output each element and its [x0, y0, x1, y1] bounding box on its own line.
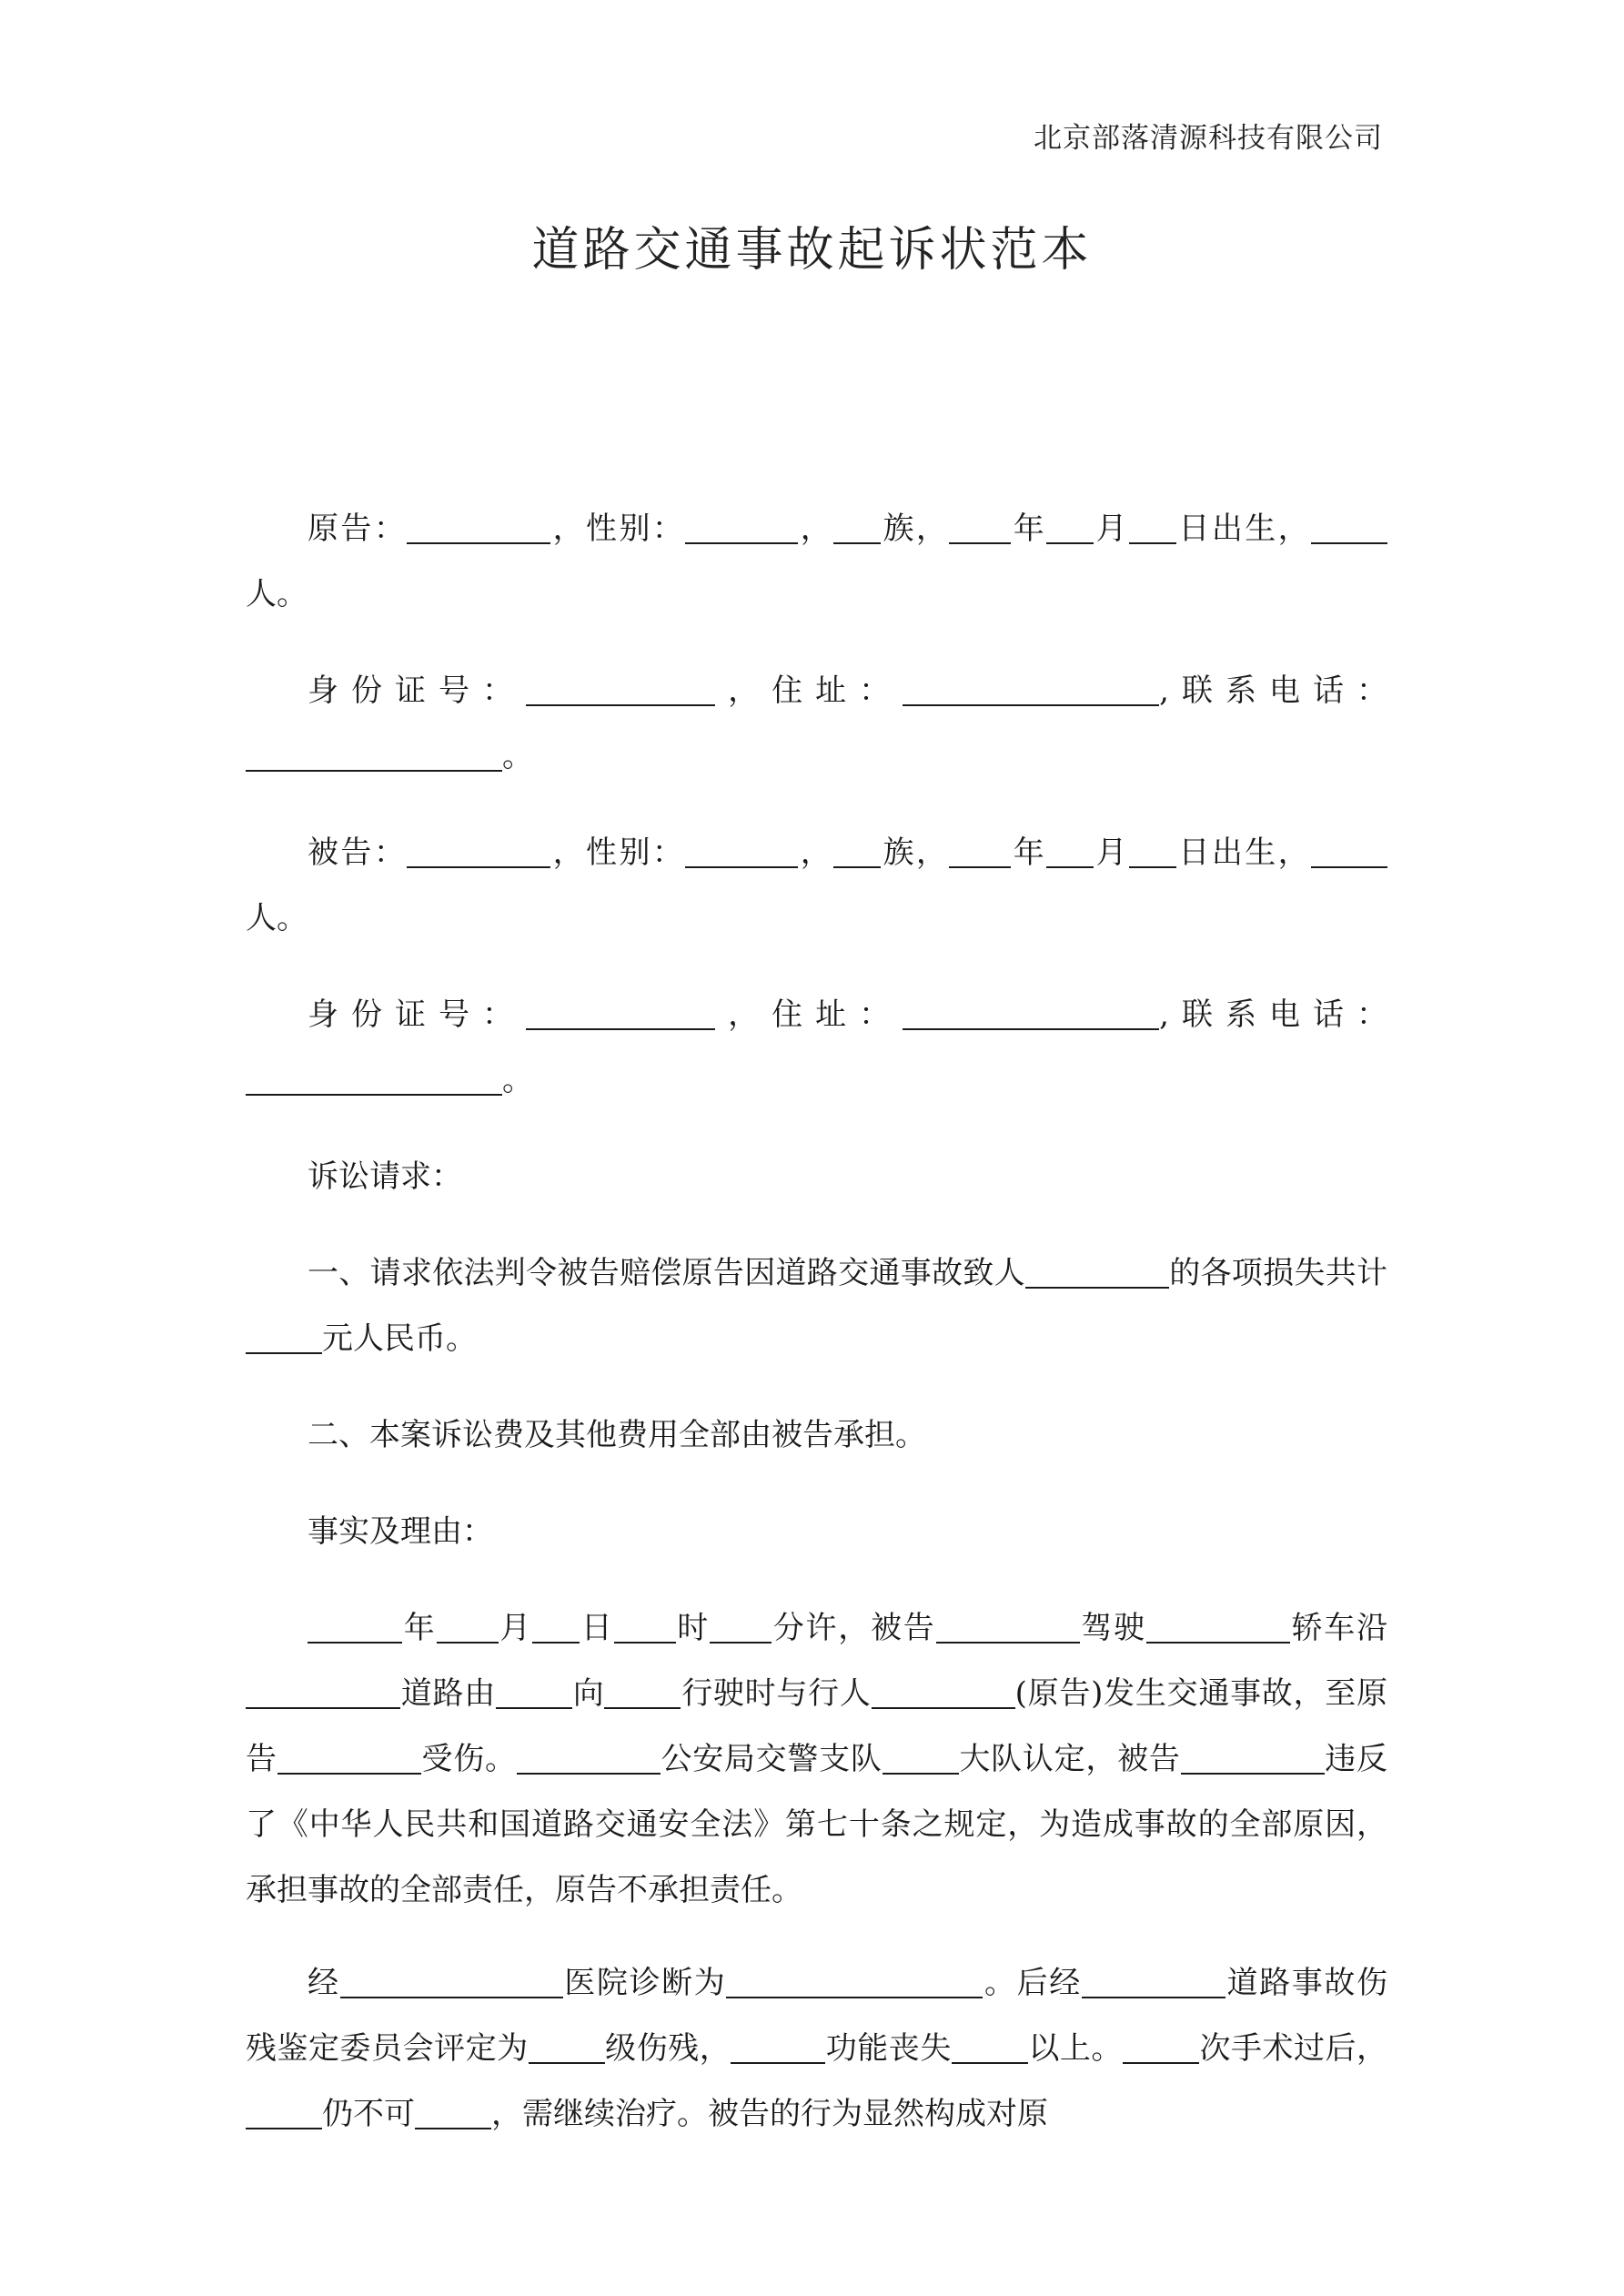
- birth-label: 日出生，: [1176, 511, 1312, 547]
- document-body: [246, 496, 1387, 2174]
- page-title: 道路交通事故起诉状范本: [531, 223, 1093, 278]
- end-mark: 。: [502, 738, 533, 774]
- blank-field[interactable]: [526, 672, 715, 706]
- blank-field[interactable]: [883, 1740, 959, 1775]
- claims-heading: 诉讼请求：: [308, 1158, 462, 1195]
- facts-text: 大队认定，被告: [958, 1741, 1181, 1777]
- facts-text: 违反了《中华人民共和国道路交通安全法》第七十条之规定，为造成事故的全部原因，承担事故的全部责任，原告不承担责任。: [246, 1741, 1388, 1908]
- blank-field[interactable]: [731, 2029, 825, 2064]
- claim-1-text: 元人民币。: [322, 1320, 477, 1357]
- blank-field[interactable]: [903, 672, 1159, 706]
- blank-field[interactable]: [246, 2095, 322, 2129]
- blank-field[interactable]: [952, 2029, 1028, 2064]
- blank-field[interactable]: [833, 510, 881, 544]
- medical-text: ，需继续治疗。被告的行为显然构成对原: [491, 2096, 1048, 2132]
- ethnic-label: 族，: [881, 511, 950, 547]
- facts-text: 轿车沿: [1289, 1610, 1387, 1646]
- facts-text: 分许，被告: [772, 1610, 936, 1646]
- blank-field[interactable]: [246, 737, 502, 772]
- facts-text: 行驶时与行人: [681, 1675, 872, 1712]
- year-label: 年: [1011, 834, 1047, 871]
- blank-field[interactable]: [1129, 510, 1176, 544]
- blank-field[interactable]: [710, 1609, 772, 1644]
- medical-paragraph: [246, 1950, 1387, 2147]
- facts-heading: 事实及理由：: [308, 1513, 493, 1550]
- facts-text: 向: [571, 1675, 605, 1712]
- id-label: 身份证号：: [308, 673, 527, 709]
- blank-field[interactable]: [407, 510, 550, 544]
- blank-field[interactable]: [340, 1964, 563, 1998]
- blank-field[interactable]: [1046, 510, 1094, 544]
- phone-label: ,联系电话：: [1159, 673, 1387, 709]
- blank-field[interactable]: [1082, 1964, 1226, 1998]
- blank-field[interactable]: [1025, 1254, 1169, 1289]
- medical-text: 仍不可: [322, 2096, 415, 2132]
- blank-field[interactable]: [833, 834, 881, 868]
- ethnic-label: 族，: [881, 834, 950, 871]
- blank-field[interactable]: [415, 2095, 491, 2129]
- facts-text: 月: [498, 1610, 532, 1646]
- blank-field[interactable]: [949, 834, 1011, 868]
- blank-field[interactable]: [936, 1609, 1080, 1644]
- medical-text: 经: [308, 1965, 340, 2001]
- address-label: ，住址：: [715, 996, 903, 1033]
- facts-text: 受伤。: [420, 1741, 517, 1777]
- blank-field[interactable]: [604, 1674, 681, 1709]
- facts-text: 年: [402, 1610, 437, 1646]
- id-label: 身份证号：: [308, 996, 527, 1033]
- blank-field[interactable]: [496, 1674, 572, 1709]
- birth-label: 日出生，: [1176, 834, 1312, 871]
- blank-field[interactable]: [1129, 834, 1176, 868]
- facts-text: 公安局交警支队: [660, 1741, 883, 1777]
- blank-field[interactable]: [532, 1609, 580, 1644]
- gender-label: ，性别：: [550, 511, 686, 547]
- end-mark: 。: [502, 1062, 533, 1098]
- blank-field[interactable]: [526, 996, 715, 1030]
- blank-field[interactable]: [246, 1320, 322, 1354]
- facts-text: 驾驶: [1079, 1610, 1146, 1646]
- claim-1-text: 的各项损失共计: [1168, 1255, 1388, 1291]
- blank-field[interactable]: [685, 834, 798, 868]
- blank-field[interactable]: [1123, 2029, 1199, 2064]
- blank-field[interactable]: [872, 1674, 1015, 1709]
- blank-field[interactable]: [277, 1740, 421, 1775]
- blank-field[interactable]: [517, 1740, 661, 1775]
- facts-text: 日: [580, 1610, 614, 1646]
- plaintiff-label: 原告：: [308, 511, 408, 547]
- facts-paragraph: [246, 1595, 1387, 1923]
- person-label: 人。: [246, 900, 308, 936]
- medical-text: 。后经: [983, 1965, 1082, 2001]
- blank-field[interactable]: [685, 510, 798, 544]
- blank-field[interactable]: [614, 1609, 676, 1644]
- medical-text: 次手术过后，: [1198, 2030, 1388, 2067]
- facts-text: (原告)发生交通事故，至原告: [246, 1675, 1388, 1777]
- defendant-label: 被告：: [308, 834, 408, 871]
- blank-field[interactable]: [407, 834, 550, 868]
- month-label: 月: [1094, 834, 1129, 871]
- blank-field[interactable]: [437, 1609, 499, 1644]
- blank-field[interactable]: [726, 1964, 983, 1998]
- plaintiff-id-paragraph: [246, 658, 1387, 789]
- facts-text: 道路由: [400, 1675, 496, 1712]
- facts-text: 时: [675, 1610, 710, 1646]
- comma: ，: [798, 511, 834, 547]
- company-name: 北京部落清源科技有限公司: [1034, 122, 1383, 155]
- blank-field[interactable]: [308, 1609, 402, 1644]
- blank-field[interactable]: [1311, 510, 1387, 544]
- blank-field[interactable]: [529, 2029, 605, 2064]
- blank-field[interactable]: [1146, 1609, 1290, 1644]
- blank-field[interactable]: [949, 510, 1011, 544]
- blank-field[interactable]: [903, 996, 1159, 1030]
- gender-label: ，性别：: [550, 834, 686, 871]
- blank-field[interactable]: [1046, 834, 1094, 868]
- claim-1-text: 一、请求依法判令被告赔偿原告因道路交通事故致人: [308, 1255, 1025, 1291]
- medical-text: 医院诊断为: [562, 1965, 727, 2001]
- comma: ，: [798, 834, 834, 871]
- plaintiff-paragraph: [246, 496, 1387, 627]
- claim-2: 二、本案诉讼费及其他费用全部由被告承担。: [308, 1417, 926, 1453]
- medical-text: 功能丧失: [825, 2030, 952, 2067]
- blank-field[interactable]: [246, 1061, 502, 1096]
- blank-field[interactable]: [1311, 834, 1387, 868]
- blank-field[interactable]: [1181, 1740, 1325, 1775]
- blank-field[interactable]: [246, 1674, 400, 1709]
- address-label: ，住址：: [715, 673, 903, 709]
- defendant-paragraph: [246, 820, 1387, 951]
- medical-text: 道路事故伤残鉴定委员会评定为: [246, 1965, 1387, 2067]
- phone-label: ,联系电话：: [1159, 996, 1387, 1033]
- defendant-id-paragraph: [246, 982, 1387, 1113]
- medical-text: 级伤残，: [604, 2030, 731, 2067]
- medical-text: 以上。: [1027, 2030, 1123, 2067]
- claim-1: [246, 1240, 1387, 1371]
- person-label: 人。: [246, 576, 308, 612]
- month-label: 月: [1094, 511, 1129, 547]
- year-label: 年: [1011, 511, 1047, 547]
